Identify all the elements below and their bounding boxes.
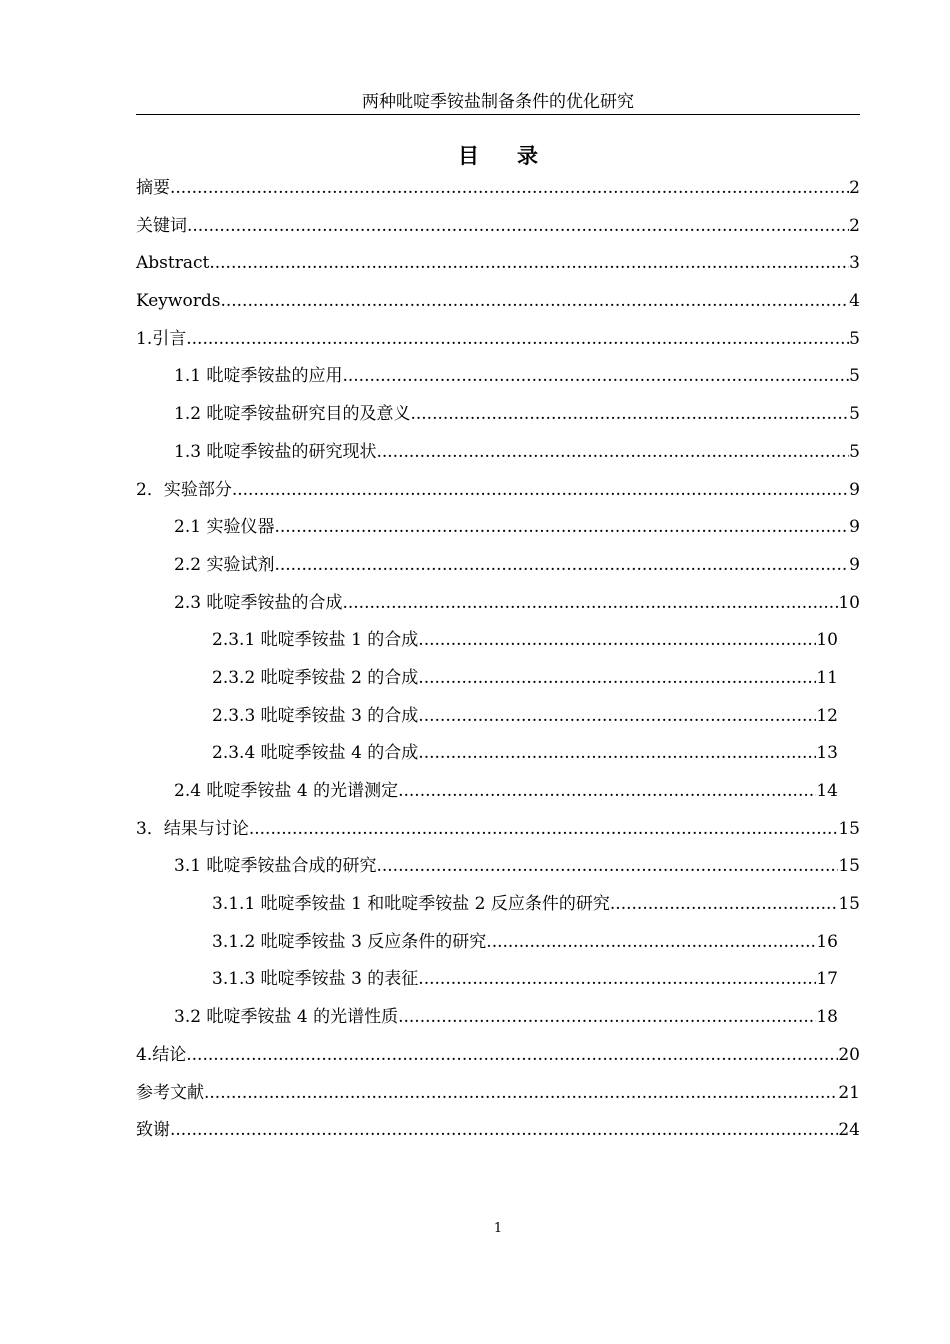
toc-entry[interactable] (136, 660, 860, 698)
toc-entry[interactable] (136, 924, 860, 962)
toc-dot-leader (398, 999, 816, 1037)
toc-entry-title: 4.结论 (136, 1044, 187, 1065)
toc-entry-page: 15 (838, 856, 860, 877)
toc-entry-page: 21 (838, 1082, 860, 1103)
toc-entry[interactable] (136, 208, 860, 246)
toc-entry-title: 3.2 吡啶季铵盐 4 的光谱性质 (174, 1007, 399, 1028)
toc-entry[interactable] (136, 245, 860, 283)
toc-dot-leader (486, 924, 816, 962)
toc-entry[interactable] (136, 961, 860, 999)
toc-entry[interactable] (136, 509, 860, 547)
toc-dot-leader (418, 660, 816, 698)
toc-entry-page: 3 (849, 253, 860, 274)
toc-dot-leader (376, 848, 838, 886)
toc-entry-title: 2.1 实验仪器 (174, 517, 275, 538)
toc-entry[interactable] (136, 735, 860, 773)
toc-dot-leader (170, 170, 849, 208)
toc-dot-leader (170, 1112, 838, 1150)
toc-entry-page: 9 (849, 554, 860, 575)
toc-entry-title: 2.4 吡啶季铵盐 4 的光谱测定 (174, 781, 399, 801)
toc-entry-page: 2 (849, 178, 860, 198)
toc-entry-title: 摘要 (136, 178, 170, 198)
toc-entry-page: 17 (816, 969, 838, 990)
toc-entry-page: 13 (816, 743, 838, 764)
toc-entry-page: 5 (849, 404, 860, 425)
toc-dot-leader (209, 245, 849, 283)
toc-dot-leader (610, 886, 838, 924)
toc-entry[interactable] (136, 622, 860, 660)
toc-dot-leader (274, 547, 849, 585)
toc-entry-title: 2.3.4 吡啶季铵盐 4 的合成 (212, 743, 419, 764)
toc-entry-page: 18 (816, 1007, 838, 1028)
toc-entry[interactable] (136, 1112, 860, 1150)
toc-entry-title: Abstract (136, 253, 210, 274)
toc-entry[interactable] (136, 434, 860, 472)
toc-heading: 目录 (458, 144, 576, 168)
toc-entry[interactable] (136, 811, 860, 849)
toc-entry-page: 4 (849, 291, 860, 312)
toc-dot-leader (410, 396, 849, 434)
page-number: 1 (493, 1221, 503, 1236)
toc-entry[interactable] (136, 773, 860, 811)
toc-entry[interactable] (136, 886, 860, 924)
toc-dot-leader (376, 434, 849, 472)
toc-entry-title: 3.1 吡啶季铵盐合成的研究 (174, 856, 377, 877)
toc-dot-leader (418, 961, 816, 999)
toc-dot-leader (186, 321, 849, 359)
toc-dot-leader (204, 1075, 838, 1113)
toc-entry-page: 2 (849, 215, 860, 236)
toc-entry-title: 2.3.1 吡啶季铵盐 1 的合成 (212, 630, 419, 651)
toc-entry-title: 2.3.2 吡啶季铵盐 2 的合成 (212, 667, 419, 688)
toc-entry-page: 9 (849, 479, 860, 500)
table-of-contents (136, 170, 860, 1150)
toc-dot-leader (398, 773, 816, 811)
toc-entry-title: 2.2 实验试剂 (174, 554, 275, 575)
toc-entry-title: Keywords (136, 291, 221, 312)
toc-dot-leader (274, 509, 849, 547)
running-header-title: 两种吡啶季铵盐制备条件的优化研究 (362, 92, 634, 112)
toc-entry-page: 5 (849, 366, 860, 387)
toc-dot-leader (418, 698, 816, 736)
toc-dot-leader (342, 358, 849, 396)
toc-entry[interactable] (136, 321, 860, 359)
toc-dot-leader (418, 735, 816, 773)
toc-entry-page: 20 (838, 1044, 860, 1065)
toc-entry-page: 24 (838, 1120, 860, 1141)
toc-entry-title: 2.3 吡啶季铵盐的合成 (174, 592, 343, 613)
toc-entry[interactable] (136, 170, 860, 208)
toc-entry[interactable] (136, 1037, 860, 1075)
toc-entry[interactable] (136, 283, 860, 321)
toc-entry-title: 关键词 (136, 215, 187, 236)
toc-entry-page: 9 (849, 517, 860, 538)
toc-entry-title: 参考文献 (136, 1082, 204, 1103)
toc-entry[interactable] (136, 547, 860, 585)
toc-entry[interactable] (136, 585, 860, 623)
toc-entry[interactable] (136, 358, 860, 396)
toc-dot-leader (342, 585, 838, 623)
toc-entry-page: 10 (816, 630, 838, 651)
toc-entry-title: 1.1 吡啶季铵盐的应用 (174, 366, 343, 387)
toc-entry[interactable] (136, 472, 860, 510)
toc-entry-title: 2．实验部分 (136, 479, 232, 500)
toc-entry-title: 2.3.3 吡啶季铵盐 3 的合成 (212, 705, 419, 726)
toc-entry-page: 12 (816, 705, 838, 726)
toc-entry-page: 15 (838, 818, 860, 839)
toc-entry[interactable] (136, 999, 860, 1037)
toc-entry[interactable] (136, 396, 860, 434)
toc-entry-title: 3．结果与讨论 (136, 818, 249, 839)
toc-entry[interactable] (136, 1075, 860, 1113)
toc-entry-page: 11 (816, 667, 838, 688)
toc-entry-page: 5 (849, 328, 860, 349)
toc-dot-leader (186, 1037, 838, 1075)
toc-dot-leader (187, 208, 849, 246)
toc-entry-title: 1.3 吡啶季铵盐的研究现状 (174, 441, 377, 462)
toc-entry-title: 1.引言 (136, 328, 187, 349)
toc-entry-page: 16 (816, 931, 838, 952)
toc-dot-leader (220, 283, 849, 321)
toc-entry-page: 5 (849, 441, 860, 462)
toc-entry-page: 10 (838, 592, 860, 613)
toc-entry-title: 致谢 (136, 1120, 170, 1141)
toc-entry-page: 15 (838, 894, 860, 915)
toc-entry-page: 14 (816, 781, 838, 801)
toc-dot-leader (249, 811, 839, 849)
toc-entry-title: 3.1.3 吡啶季铵盐 3 的表征 (212, 969, 419, 990)
toc-entry-title: 3.1.2 吡啶季铵盐 3 反应条件的研究 (212, 931, 487, 952)
toc-dot-leader (232, 472, 849, 510)
toc-entry-title: 1.2 吡啶季铵盐研究目的及意义 (174, 404, 411, 425)
running-header (136, 90, 860, 115)
toc-dot-leader (418, 622, 816, 660)
toc-entry-title: 3.1.1 吡啶季铵盐 1 和吡啶季铵盐 2 反应条件的研究 (212, 894, 610, 915)
toc-entry[interactable] (136, 848, 860, 886)
toc-entry[interactable] (136, 698, 860, 736)
